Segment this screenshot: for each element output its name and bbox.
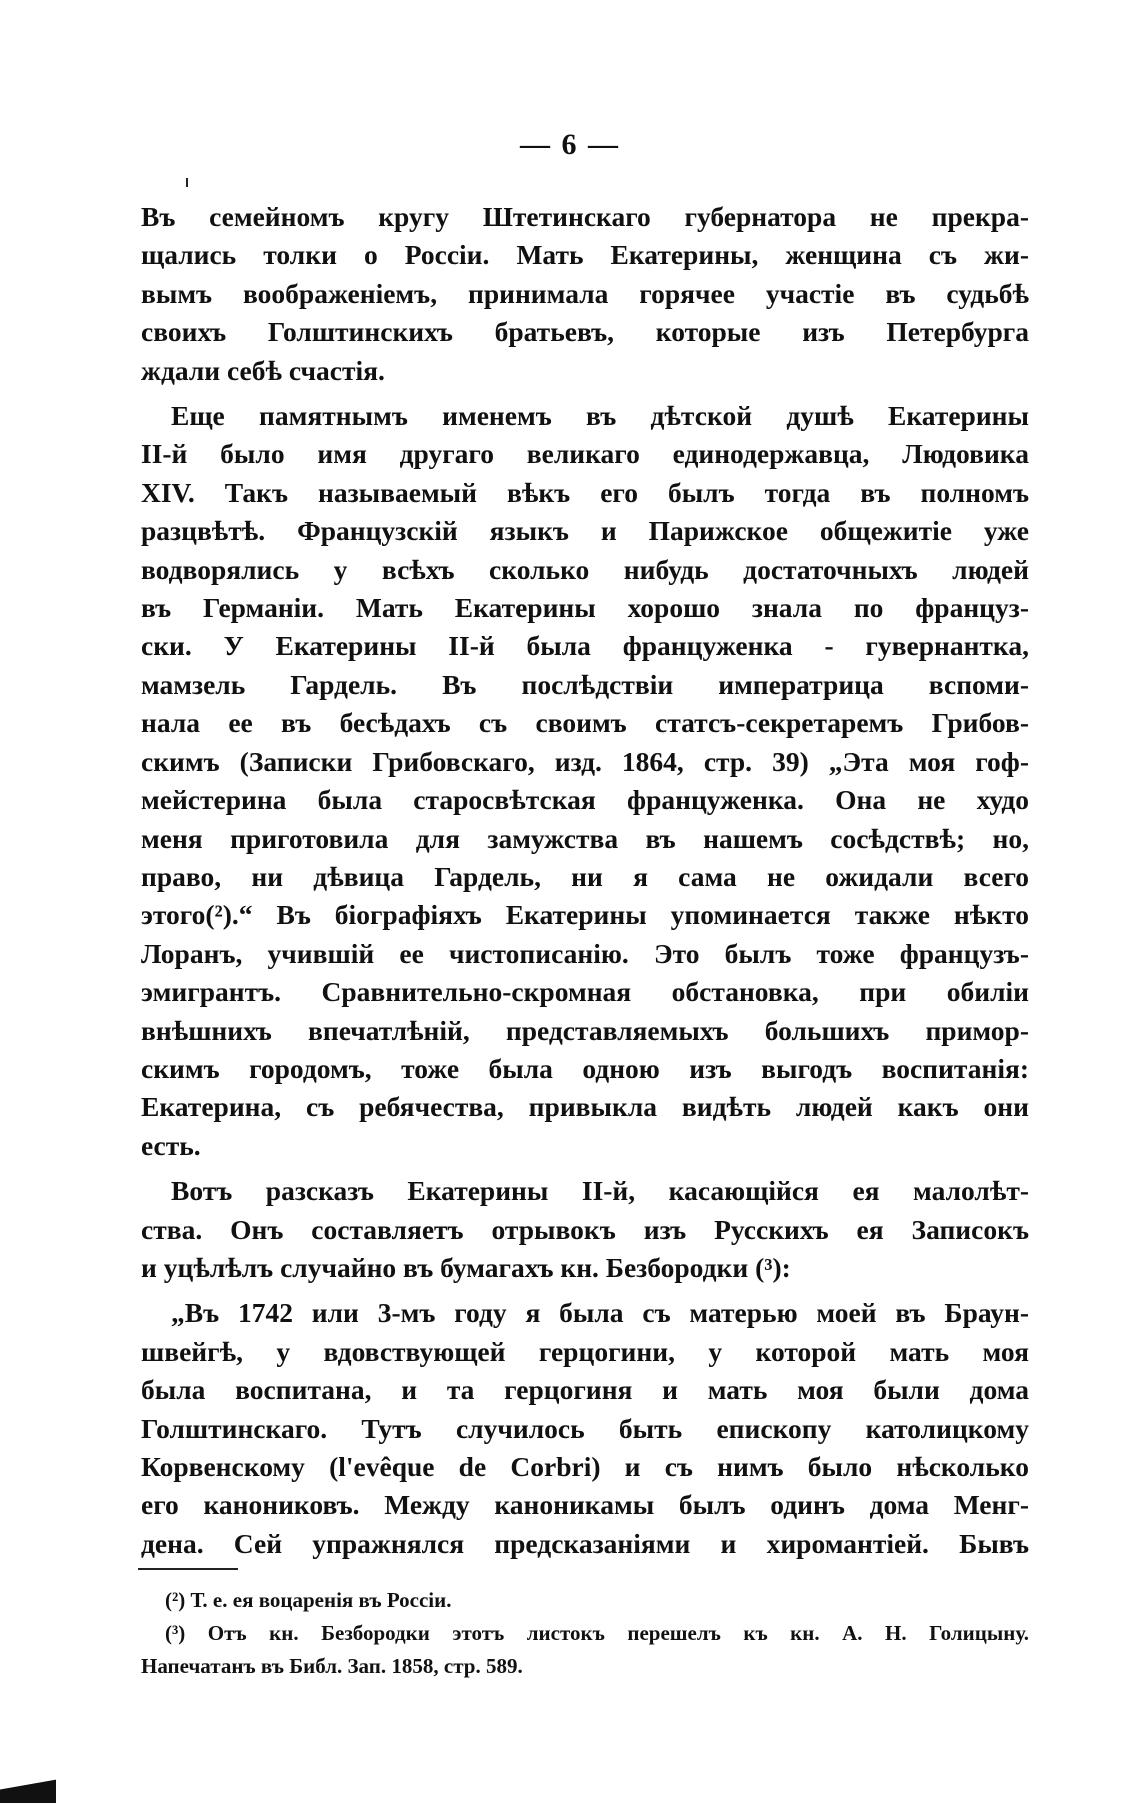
text-line: и уцѣлѣлъ случайно въ бумагахъ кн. Безбородки (³): bbox=[141, 1251, 791, 1283]
text-line: мейстерина была старосвѣтская француженка. Она не худо bbox=[141, 784, 1029, 816]
footnote-3: (³) Отъ кн. Безбородки этотъ листокъ перешелъ къ кн. А. Н. Голицыну. bbox=[165, 1621, 1029, 1645]
text-line: разцвѣтѣ. Французскій языкъ и Парижское общежитіе уже bbox=[141, 515, 1029, 547]
text-line: вымъ воображеніемъ, принимала горячее участіе въ судьбѣ bbox=[141, 277, 1029, 309]
body-text bbox=[141, 198, 1029, 1563]
text-line: была воспитана, и та герцогиня и мать моя были дома bbox=[141, 1374, 1029, 1406]
text-line: швейгѣ, у вдовствующей герцогини, у которой мать моя bbox=[141, 1335, 1029, 1367]
text-line: Корвенскому (l'evêque de Corbri) и съ нимъ было нѣсколько bbox=[141, 1451, 1029, 1482]
scan-corner-shadow bbox=[0, 1770, 56, 1803]
paragraph-1 bbox=[141, 198, 1029, 390]
text-line: въ Германіи. Мать Екатерины хорошо знала по француз- bbox=[141, 592, 1029, 624]
footnote-2: (²) Т. е. ея воцаренія въ Россіи. bbox=[165, 1588, 452, 1612]
text-line: своихъ Голштинскихъ братьевъ, которые изъ Петербурга bbox=[141, 316, 1029, 348]
text-line: эмигрантъ. Сравнительно-скромная обстановка, при обиліи bbox=[141, 976, 1029, 1008]
text-line: Еще памятнымъ именемъ въ дѣтской душѣ Екатерины bbox=[171, 400, 1029, 432]
text-line: скимъ (Записки Грибовскаго, изд. 1864, стр. 39) „Эта моя гоф- bbox=[141, 745, 1029, 777]
print-tick-mark bbox=[186, 178, 188, 187]
text-line: дена. Сей упражнялся предсказаніями и хиромантіей. Бывъ bbox=[141, 1527, 1029, 1559]
text-line: меня приготовила для замужства въ нашемъ сосѣдствѣ; но, bbox=[141, 822, 1029, 854]
text-line: водворялись у всѣхъ сколько нибудь достаточныхъ людей bbox=[141, 553, 1029, 585]
text-line: внѣшнихъ впечатлѣній, представляемыхъ большихъ примор- bbox=[141, 1014, 1029, 1046]
text-line: II-й было имя другаго великаго единодержавца, Людовика bbox=[141, 438, 1029, 470]
text-line: ски. У Екатерины II-й была француженка - гувернантка, bbox=[141, 630, 1029, 662]
text-line: скимъ городомъ, тоже была одною изъ выгодъ воспитанія: bbox=[141, 1052, 1029, 1084]
text-line: нала ее въ бесѣдахъ съ своимъ статсъ-секретаремъ Грибов- bbox=[141, 707, 1029, 739]
text-line: „Въ 1742 или 3-мъ году я была съ матерью моей въ Браун- bbox=[171, 1297, 1029, 1329]
text-line: Екатерина, съ ребячества, привыкла видѣть людей какъ они bbox=[141, 1091, 1029, 1123]
text-line: Голштинскаго. Тутъ случилось быть епископу католицкому bbox=[141, 1412, 1029, 1444]
text-line: Вотъ разсказъ Екатерины II-й, касающійся ея малолѣт- bbox=[171, 1175, 1029, 1207]
text-line: право, ни дѣвица Гардель, ни я сама не ожидали всего bbox=[141, 860, 1029, 892]
footnotes bbox=[141, 1584, 1029, 1683]
paragraph-2 bbox=[141, 397, 1029, 1165]
text-line: XIV. Такъ называемый вѣкъ его былъ тогда въ полномъ bbox=[141, 476, 1029, 508]
paragraph-4 bbox=[141, 1294, 1029, 1563]
footnote-divider bbox=[138, 1568, 238, 1570]
text-line: щались толки о Россіи. Мать Екатерины, женщина съ жи- bbox=[141, 239, 1029, 271]
text-line: есть. bbox=[141, 1129, 201, 1161]
paragraph-3 bbox=[141, 1172, 1029, 1287]
text-line: ждали себѣ счастія. bbox=[141, 354, 385, 386]
text-line: ства. Онъ составляетъ отрывокъ изъ Русскихъ ея Записокъ bbox=[141, 1213, 1029, 1245]
text-line: Въ семейномъ кругу Штетинскаго губернатора не прекра- bbox=[141, 201, 1029, 232]
text-line: мамзель Гардель. Въ послѣдствіи императрица вспоми- bbox=[141, 668, 1029, 700]
text-line: его канониковъ. Между каноникамы былъ одинъ дома Менг- bbox=[141, 1489, 1029, 1521]
text-line: Лоранъ, учившій ее чистописанію. Это былъ тоже французъ- bbox=[141, 937, 1029, 969]
text-line: этого(²).“ Въ біографіяхъ Екатерины упоминается также нѣкто bbox=[141, 899, 1029, 931]
page-number: — 6 — bbox=[520, 128, 620, 161]
footnote-3-continued: Напечатанъ въ Библ. Зап. 1858, стр. 589. bbox=[141, 1654, 523, 1678]
